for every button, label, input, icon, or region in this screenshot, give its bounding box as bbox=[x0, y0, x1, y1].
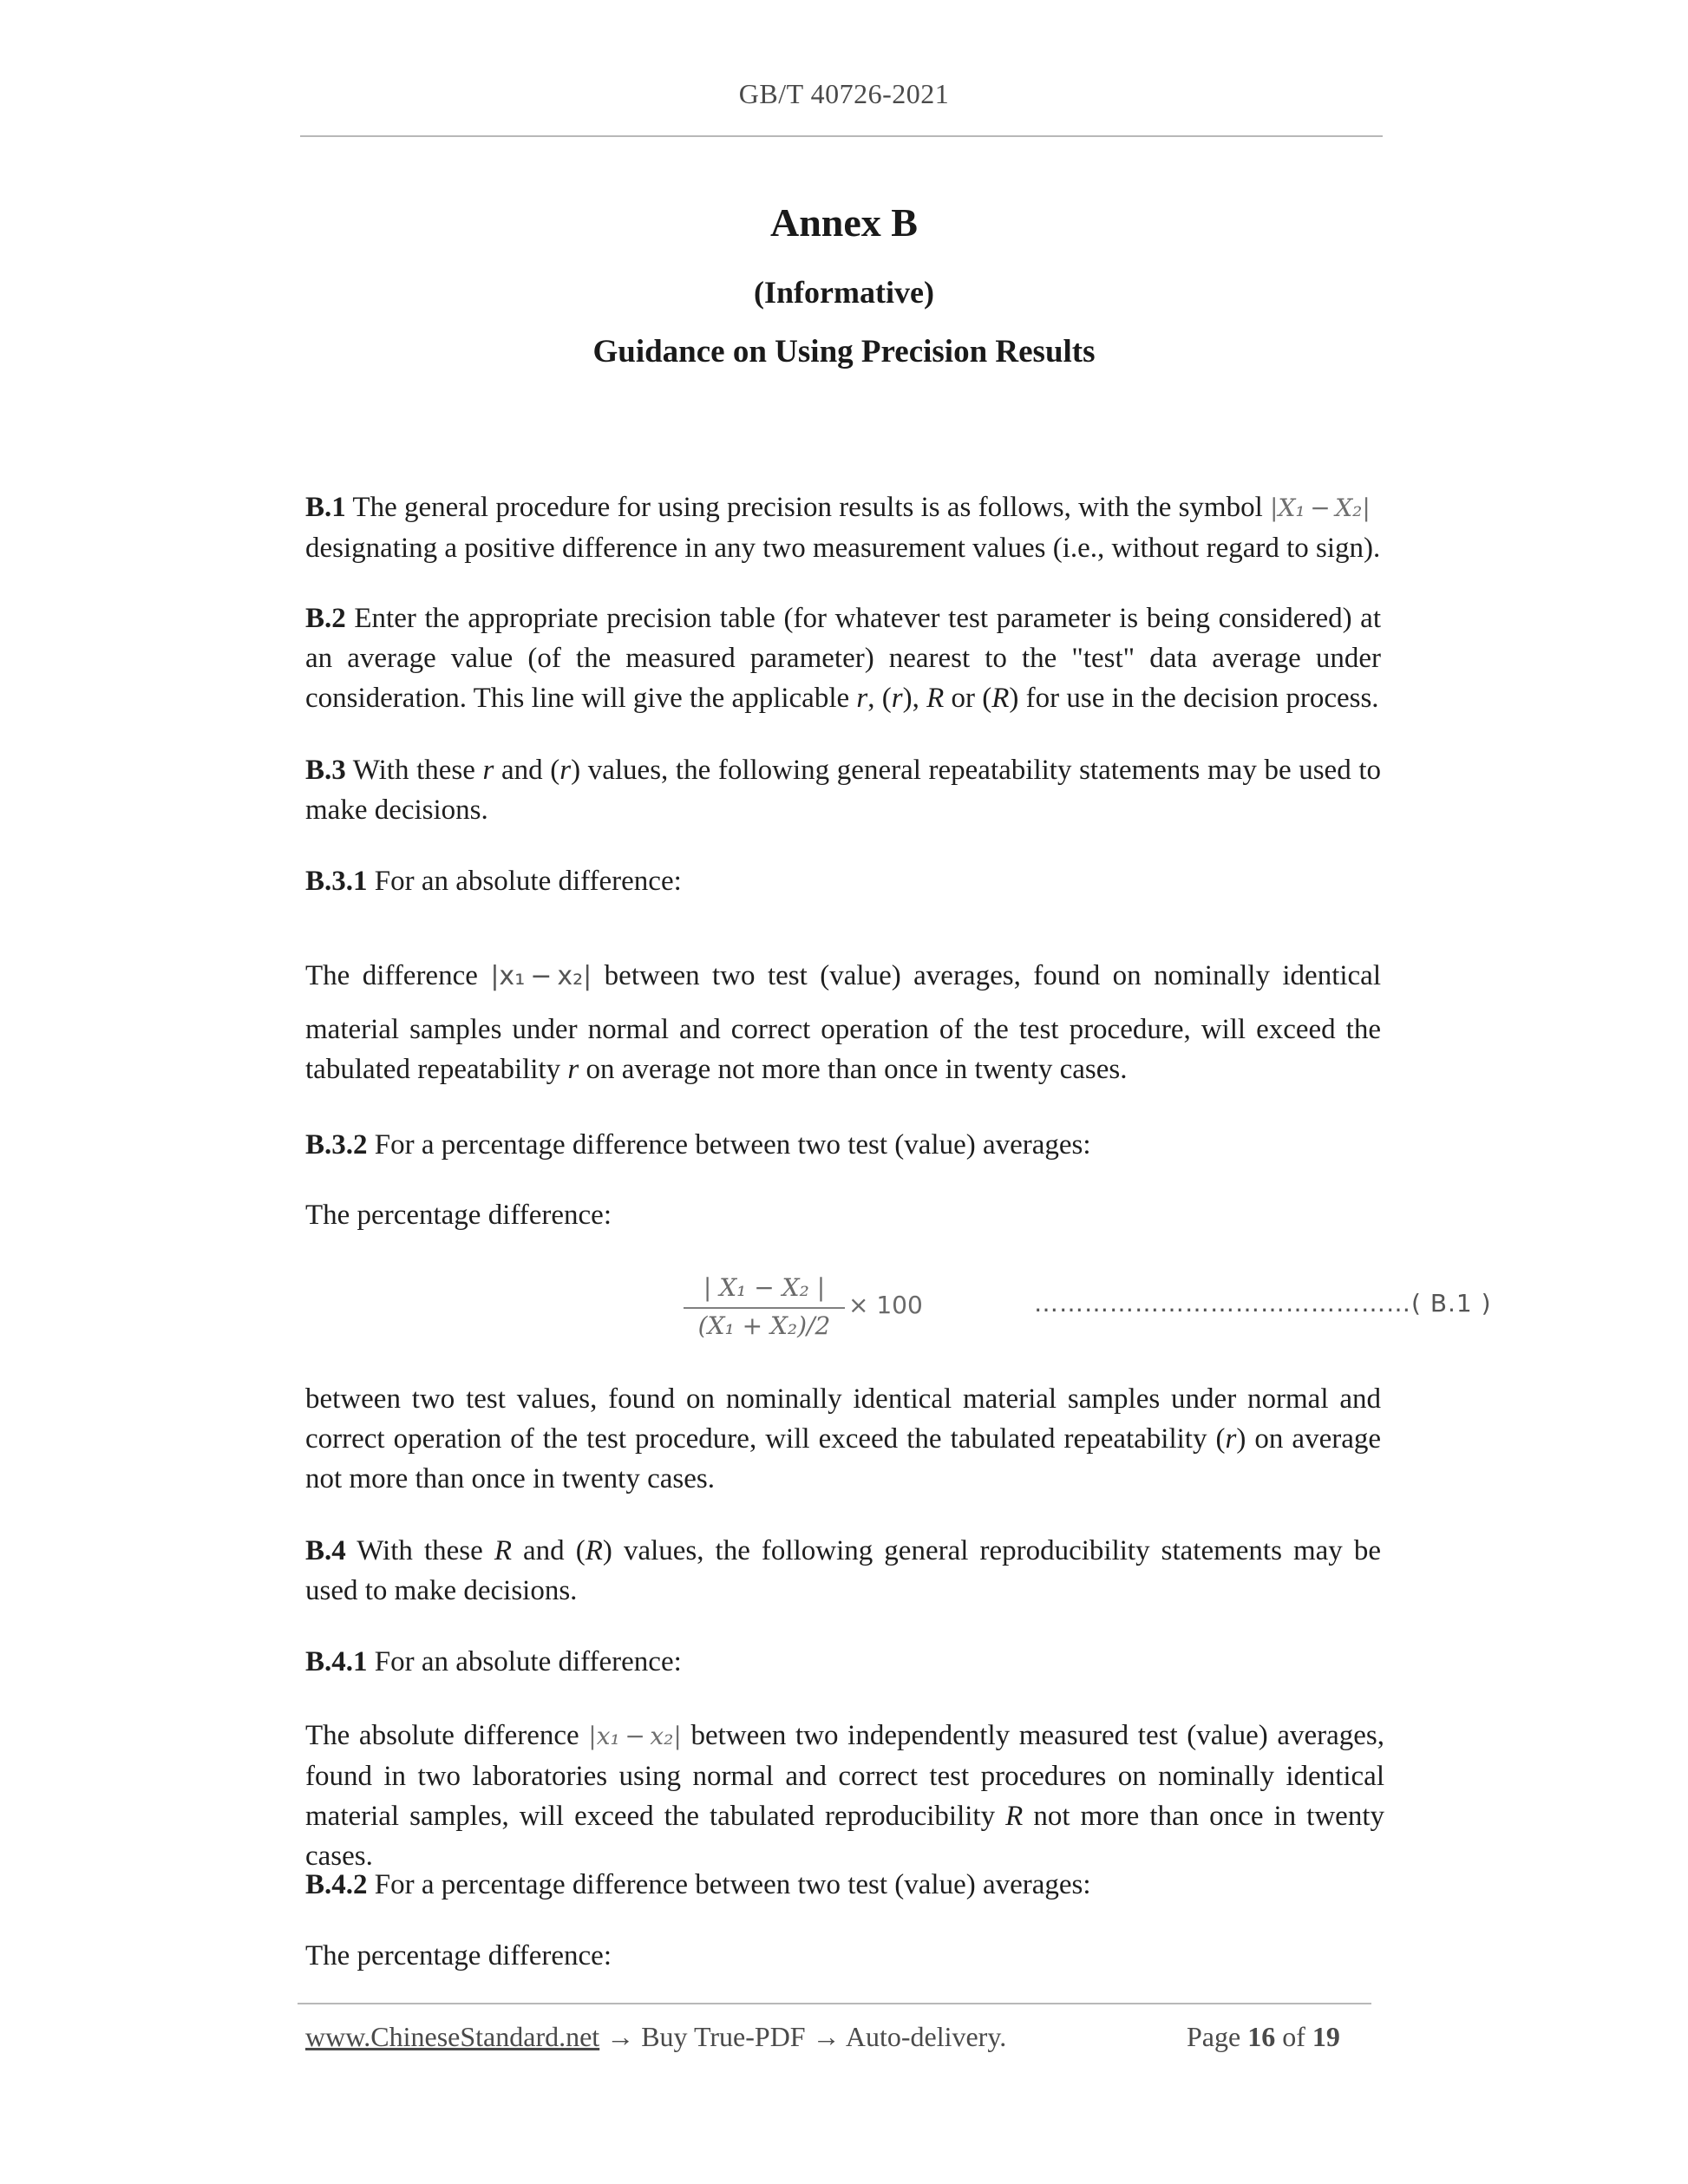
heading-b42 bbox=[305, 1865, 1381, 1905]
paragraph-text: For a percentage difference between two test (value) averages: bbox=[367, 1129, 1091, 1161]
paragraph-text: ) on average not more than once in twenty cases. bbox=[305, 1423, 1381, 1494]
paragraph-b3 bbox=[305, 750, 1381, 830]
paragraph-b31-cont bbox=[305, 1010, 1381, 1089]
pct-diff-label: The percentage difference: bbox=[305, 1200, 612, 1231]
paragraph-b2 bbox=[305, 598, 1381, 718]
paragraph-text: not more than once in twenty cases. bbox=[305, 1801, 1384, 1872]
symbol-R: R bbox=[494, 1535, 512, 1566]
clause-label: B.2 bbox=[305, 603, 346, 634]
clause-label: B.3.2 bbox=[305, 1129, 368, 1161]
header-standard-code: GB/T 40726-2021 bbox=[738, 78, 950, 109]
symbol-r: r bbox=[891, 683, 903, 714]
header-divider bbox=[300, 135, 1383, 137]
symbol-abs-difference: |X₁ − X₂| bbox=[1270, 494, 1371, 522]
pct-diff-label-b42: The percentage difference: bbox=[305, 1940, 612, 1971]
footer-divider bbox=[298, 2003, 1371, 2004]
paragraph-text: ) for use in the decision process. bbox=[1009, 683, 1379, 714]
clause-label: B.1 bbox=[305, 492, 346, 523]
symbol-abs-difference-lower: |x₁ − x₂| bbox=[588, 1722, 682, 1750]
paragraph-text: The difference bbox=[305, 960, 491, 991]
paragraph-text: ) values, the following general repeatability statements may be used to make decisions. bbox=[305, 755, 1382, 826]
paragraph-text: For a percentage difference between two test (value) averages: bbox=[367, 1869, 1091, 1900]
paragraph-text: designating a positive difference in any two measurement values (i.e., without regard to sign). bbox=[305, 533, 1381, 564]
equation-number: ………………………………………( B.1 ) bbox=[1034, 1289, 1492, 1318]
paragraph-text: With these bbox=[345, 755, 483, 786]
paragraph-text: on average not more than once in twenty cases. bbox=[579, 1054, 1128, 1085]
paragraph-text: or ( bbox=[944, 683, 992, 714]
clause-label: B.4 bbox=[305, 1535, 346, 1566]
paragraph-text: between two test (value) averages, found on nominally identical bbox=[592, 960, 1381, 991]
formula-factor: × 100 bbox=[848, 1291, 923, 1319]
paragraph-text: between two independently measured test (value) averages, found in two laboratories using normal and correct test procedures on nominally identical material samples, will exceed the tabulated reproducibility bbox=[305, 1720, 1385, 1832]
paragraph-b1 bbox=[305, 487, 1381, 568]
heading-b32 bbox=[305, 1125, 1381, 1165]
paragraph-text: between two test values, found on nominally identical material samples under normal and correct operation of the test procedure, will exceed the tabulated repeatability ( bbox=[305, 1383, 1381, 1455]
clause-label: B.4.2 bbox=[305, 1869, 368, 1900]
formula-b1-fraction bbox=[684, 1271, 845, 1344]
paragraph-text: and ( bbox=[511, 1535, 586, 1566]
symbol-r: r bbox=[567, 1054, 579, 1085]
paragraph-text: material samples under normal and correct operation of the test procedure, will exceed the tabulated repeatability bbox=[305, 1014, 1381, 1085]
symbol-r: r bbox=[856, 683, 868, 714]
heading-b41 bbox=[305, 1642, 1381, 1682]
annex-subtitle: Guidance on Using Precision Results bbox=[592, 334, 1096, 369]
of-word: of bbox=[1282, 2021, 1305, 2052]
formula-denominator: (X₁ + X₂)/2 bbox=[697, 1311, 831, 1340]
footer-promo-text: → Buy True-PDF → Auto-delivery. bbox=[599, 2021, 1007, 2052]
paragraph-b31-line1 bbox=[305, 956, 1381, 997]
total-pages: 19 bbox=[1312, 2021, 1340, 2052]
heading-b31 bbox=[305, 861, 1381, 901]
paragraph-text: The absolute difference bbox=[305, 1720, 589, 1751]
paragraph-b41 bbox=[305, 1716, 1384, 1876]
paragraph-b32-after bbox=[305, 1379, 1381, 1499]
paragraph-text: , ( bbox=[867, 683, 892, 714]
annex-type: (Informative) bbox=[754, 275, 934, 310]
symbol-R: R bbox=[1005, 1801, 1024, 1832]
paragraph-text: For an absolute difference: bbox=[367, 866, 682, 897]
symbol-R: R bbox=[926, 683, 945, 714]
clause-label: B.4.1 bbox=[305, 1646, 368, 1677]
footer-website-link[interactable]: www.ChineseStandard.net bbox=[305, 2021, 600, 2052]
clause-label: B.3.1 bbox=[305, 866, 368, 897]
page-indicator bbox=[1187, 2021, 1340, 2053]
annex-title: Annex B bbox=[770, 200, 918, 245]
paragraph-text: ) values, the following general reproducibility statements may be used to make decisions. bbox=[305, 1535, 1381, 1606]
symbol-r: r bbox=[559, 755, 572, 786]
symbol-R: R bbox=[585, 1535, 603, 1566]
paragraph-text: ), bbox=[902, 683, 927, 714]
footer-promo bbox=[305, 2021, 1006, 2053]
symbol-abs-difference-lower: |x₁ − x₂| bbox=[490, 961, 592, 991]
paragraph-text: and ( bbox=[494, 755, 560, 786]
formula-numerator: | X₁ − X₂ | bbox=[703, 1273, 826, 1302]
paragraph-text: With these bbox=[345, 1535, 494, 1566]
symbol-R: R bbox=[991, 683, 1010, 714]
current-page: 16 bbox=[1247, 2021, 1276, 2052]
paragraph-b4 bbox=[305, 1531, 1381, 1611]
page-word: Page bbox=[1187, 2021, 1241, 2052]
paragraph-text: The general procedure for using precision results is as follows, with the symbol bbox=[345, 492, 1271, 523]
clause-label: B.3 bbox=[305, 755, 346, 786]
paragraph-text: For an absolute difference: bbox=[367, 1646, 682, 1677]
symbol-r: r bbox=[1225, 1423, 1237, 1455]
symbol-r: r bbox=[482, 755, 494, 786]
paragraph-text: Enter the appropriate precision table (for whatever test parameter is being considered) at an average value (of the measured parameter) nearest to the "test" data average under consideration. This line will give the applicable bbox=[305, 603, 1381, 714]
